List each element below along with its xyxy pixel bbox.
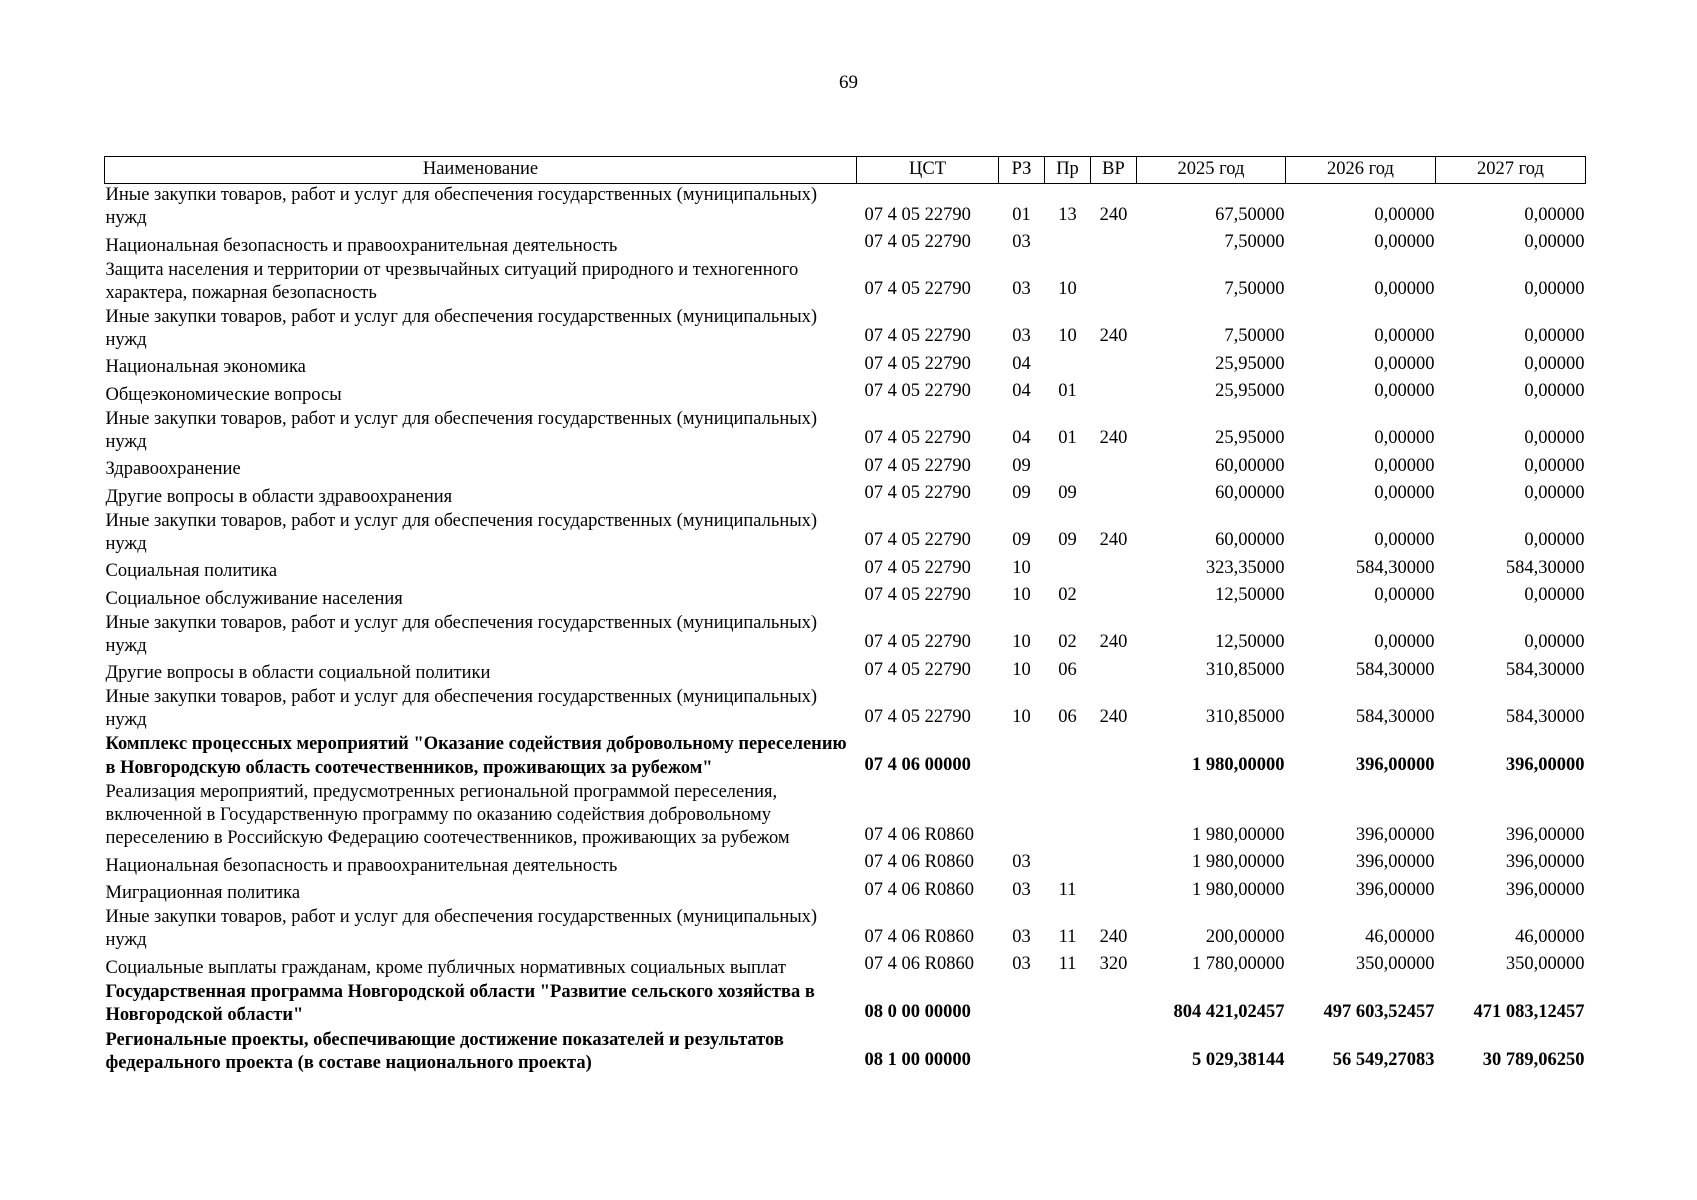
row-name: Государственная программа Новгородской области "Развитие сельского хозяйства в Новгородской области" [105, 981, 815, 1025]
row-2027: 0,00000 [1524, 530, 1585, 550]
row-vr [1091, 231, 1137, 259]
row-2027: 0,00000 [1524, 204, 1585, 225]
row-vr [1091, 455, 1137, 483]
row-rz: 09 [1012, 483, 1031, 503]
table-row [105, 184, 1586, 232]
row-vr [1091, 879, 1137, 907]
row-2027: 0,00000 [1524, 585, 1585, 605]
row-name: Национальная безопасность и правоохранительная деятельность [105, 855, 618, 876]
row-vr [1091, 557, 1137, 585]
row-cst: 07 4 06 R0860 [864, 824, 974, 845]
row-2027: 0,00000 [1524, 455, 1585, 476]
row-cst: 07 4 05 22790 [864, 455, 971, 476]
row-2025: 323,35000 [1205, 557, 1285, 578]
table-body [105, 184, 1586, 1077]
page-number: 69 [839, 72, 858, 93]
header-cst: ЦСТ [857, 157, 999, 184]
table-row [105, 353, 1586, 381]
row-rz: 03 [1012, 852, 1031, 872]
row-name: Иные закупки товаров, работ и услуг для обеспечения государственных (муниципальных) нужд [105, 306, 818, 350]
row-cst: 07 4 05 22790 [864, 381, 971, 401]
table-row [105, 659, 1586, 687]
row-rz: 03 [1012, 232, 1031, 252]
row-2025: 12,50000 [1215, 585, 1285, 605]
row-pr: 09 [1058, 530, 1077, 550]
row-cst: 07 4 05 22790 [864, 557, 971, 578]
table-row [105, 259, 1586, 306]
row-2026: 56 549,27083 [1332, 1050, 1435, 1070]
row-2026: 497 603,52457 [1323, 1002, 1435, 1022]
table-row [105, 380, 1586, 408]
row-vr [1091, 851, 1137, 879]
row-2025: 7,50000 [1224, 326, 1285, 346]
row-2025: 5 029,38144 [1192, 1050, 1285, 1070]
row-pr [1045, 1029, 1091, 1077]
row-2027: 46,00000 [1515, 926, 1585, 947]
row-2027: 0,00000 [1524, 381, 1585, 401]
table-row [105, 612, 1586, 659]
row-rz [999, 1029, 1045, 1077]
row-name: Социальные выплаты гражданам, кроме публичных нормативных социальных выплат [105, 957, 786, 978]
row-cst: 07 4 05 22790 [864, 204, 971, 225]
row-2027: 396,00000 [1505, 879, 1585, 900]
row-pr [1045, 981, 1091, 1029]
row-pr: 01 [1058, 428, 1077, 448]
table-row [105, 584, 1586, 612]
row-rz: 03 [1012, 926, 1031, 947]
header-pr: Пр [1045, 157, 1091, 184]
row-2027: 396,00000 [1505, 852, 1585, 872]
row-2025: 1 980,00000 [1192, 879, 1285, 900]
row-rz: 10 [1012, 706, 1031, 727]
row-2027: 0,00000 [1524, 232, 1585, 252]
row-rz [999, 981, 1045, 1029]
row-2025: 804 421,02457 [1173, 1002, 1285, 1022]
row-vr [1091, 981, 1137, 1029]
row-name: Миграционная политика [105, 883, 301, 903]
row-rz: 10 [1012, 632, 1031, 652]
row-2025: 7,50000 [1224, 279, 1285, 299]
header-2026: 2026 год [1286, 157, 1436, 184]
row-rz: 10 [1012, 585, 1031, 605]
row-cst: 07 4 06 R0860 [864, 954, 974, 974]
row-vr: 240 [1099, 926, 1128, 947]
row-vr [1091, 1029, 1137, 1077]
row-pr: 13 [1058, 204, 1077, 225]
row-cst: 07 4 05 22790 [864, 483, 971, 503]
row-cst: 07 4 05 22790 [864, 530, 971, 550]
row-2026: 396,00000 [1355, 879, 1435, 900]
row-pr [1045, 733, 1091, 781]
table-row [105, 408, 1586, 455]
row-pr: 10 [1058, 279, 1077, 299]
row-2027: 584,30000 [1505, 557, 1585, 578]
row-vr: 240 [1099, 632, 1128, 652]
row-2025: 60,00000 [1215, 530, 1285, 550]
row-2027: 350,00000 [1505, 954, 1585, 974]
row-pr: 02 [1058, 585, 1077, 605]
row-name: Иные закупки товаров, работ и услуг для обеспечения государственных (муниципальных) нужд [105, 687, 818, 730]
row-name: Комплекс процессных мероприятий "Оказание содействия добровольному переселению в Новгородскую область соотечественников, проживающих за рубежом" [105, 734, 847, 778]
row-2026: 0,00000 [1374, 353, 1435, 374]
row-pr: 06 [1058, 659, 1077, 680]
row-name: Здравоохранение [105, 459, 241, 479]
row-name: Другие вопросы в области социальной политики [105, 663, 491, 683]
row-vr: 240 [1099, 204, 1128, 225]
row-2025: 12,50000 [1215, 632, 1285, 652]
row-2025: 25,95000 [1215, 428, 1285, 448]
row-2027: 0,00000 [1524, 632, 1585, 652]
row-vr: 320 [1099, 954, 1128, 974]
row-2025: 310,85000 [1205, 706, 1285, 727]
row-vr: 240 [1099, 428, 1128, 448]
row-2025: 67,50000 [1215, 204, 1285, 225]
table-row [105, 557, 1586, 585]
row-pr: 09 [1058, 483, 1077, 503]
row-rz: 03 [1012, 326, 1031, 346]
row-rz: 03 [1012, 279, 1031, 299]
row-2027: 30 789,06250 [1482, 1050, 1585, 1070]
row-rz [999, 781, 1045, 851]
row-rz: 10 [1012, 659, 1031, 680]
row-name: Иные закупки товаров, работ и услуг для обеспечения государственных (муниципальных) нужд [105, 510, 818, 554]
row-2025: 1 980,00000 [1192, 824, 1285, 845]
row-pr: 11 [1058, 954, 1077, 974]
row-2026: 0,00000 [1374, 381, 1435, 401]
table-row [105, 953, 1586, 981]
table-row [105, 981, 1586, 1029]
row-2026: 584,30000 [1355, 659, 1435, 680]
row-pr: 11 [1058, 879, 1077, 900]
row-rz: 04 [1012, 428, 1031, 448]
row-2026: 0,00000 [1374, 326, 1435, 346]
row-cst: 07 4 05 22790 [864, 632, 971, 652]
row-2027: 0,00000 [1524, 353, 1585, 374]
row-rz: 09 [1012, 530, 1031, 550]
row-2026: 584,30000 [1355, 557, 1435, 578]
row-vr: 240 [1099, 530, 1128, 550]
row-vr [1091, 733, 1137, 781]
row-2025: 60,00000 [1215, 483, 1285, 503]
row-pr [1045, 781, 1091, 851]
row-name: Социальная политика [105, 561, 278, 581]
table-row [105, 733, 1586, 781]
row-vr [1091, 353, 1137, 381]
row-pr: 11 [1058, 926, 1077, 947]
row-vr: 240 [1099, 326, 1128, 346]
table-row [105, 455, 1586, 483]
row-pr: 10 [1058, 326, 1077, 346]
header-2027: 2027 год [1436, 157, 1586, 184]
row-cst: 07 4 05 22790 [864, 585, 971, 605]
row-2025: 310,85000 [1205, 659, 1285, 680]
row-2026: 46,00000 [1365, 926, 1435, 947]
header-2025: 2025 год [1137, 157, 1286, 184]
row-rz [999, 733, 1045, 781]
header-vr: ВР [1091, 157, 1137, 184]
row-2026: 0,00000 [1374, 632, 1435, 652]
row-name: Национальная безопасность и правоохранительная деятельность [105, 235, 618, 256]
table-row [105, 906, 1586, 953]
row-2027: 471 083,12457 [1473, 1002, 1585, 1022]
row-vr: 240 [1099, 706, 1128, 727]
row-rz: 01 [1012, 204, 1031, 225]
row-2026: 0,00000 [1374, 455, 1435, 476]
row-rz: 09 [1012, 455, 1031, 476]
row-2025: 1 980,00000 [1192, 852, 1285, 872]
row-2027: 0,00000 [1524, 428, 1585, 448]
row-cst: 07 4 05 22790 [864, 353, 971, 374]
table-header-row [105, 157, 1586, 184]
row-2025: 7,50000 [1224, 232, 1285, 252]
row-rz: 03 [1012, 879, 1031, 900]
row-pr [1045, 353, 1091, 381]
row-vr [1091, 781, 1137, 851]
row-pr: 01 [1058, 381, 1077, 401]
row-2026: 396,00000 [1355, 754, 1435, 775]
row-vr [1091, 584, 1137, 612]
row-2027: 0,00000 [1524, 326, 1585, 346]
row-2026: 350,00000 [1355, 954, 1435, 974]
row-vr [1091, 482, 1137, 510]
row-name: Защита населения и территории от чрезвычайных ситуаций природного и техногенного характера, пожарная безопасность [105, 259, 799, 303]
row-cst: 07 4 05 22790 [864, 232, 971, 252]
row-name: Иные закупки товаров, работ и услуг для обеспечения государственных (муниципальных) нужд [105, 185, 818, 228]
row-2026: 396,00000 [1355, 852, 1435, 872]
row-2026: 396,00000 [1355, 824, 1435, 845]
header-rz: РЗ [999, 157, 1045, 184]
row-rz: 03 [1012, 954, 1031, 974]
header-name: Наименование [105, 157, 857, 184]
row-2025: 25,95000 [1215, 381, 1285, 401]
row-2026: 0,00000 [1374, 428, 1435, 448]
row-2027: 0,00000 [1524, 279, 1585, 299]
row-2026: 0,00000 [1374, 232, 1435, 252]
row-name: Другие вопросы в области здравоохранения [105, 486, 453, 507]
row-rz: 04 [1012, 353, 1031, 374]
row-cst: 08 0 00 00000 [864, 1002, 971, 1022]
row-2025: 60,00000 [1215, 455, 1285, 476]
table-row [105, 482, 1586, 510]
row-2026: 0,00000 [1374, 279, 1435, 299]
table-row [105, 686, 1586, 733]
row-2025: 200,00000 [1205, 926, 1285, 947]
row-rz: 10 [1012, 557, 1031, 578]
row-vr [1091, 380, 1137, 408]
row-name: Иные закупки товаров, работ и услуг для обеспечения государственных (муниципальных) нужд [105, 408, 818, 452]
row-name: Иные закупки товаров, работ и услуг для обеспечения государственных (муниципальных) нужд [105, 612, 818, 656]
row-vr [1091, 659, 1137, 687]
row-2027: 584,30000 [1505, 659, 1585, 680]
row-2026: 584,30000 [1355, 706, 1435, 727]
row-cst: 07 4 06 R0860 [864, 852, 974, 872]
row-2027: 396,00000 [1505, 754, 1585, 775]
budget-table [104, 156, 1586, 1077]
row-name: Иные закупки товаров, работ и услуг для обеспечения государственных (муниципальных) нужд [105, 907, 818, 950]
row-pr [1045, 231, 1091, 259]
row-cst: 07 4 05 22790 [864, 659, 971, 680]
table-row [105, 231, 1586, 259]
row-name: Реализация мероприятий, предусмотренных региональной программой переселения, включенной в Государственную программу по оказанию содействия добровольному переселению в Российскую Федерацию соотечественников, проживающих за рубежом [105, 782, 790, 848]
row-vr [1091, 259, 1137, 306]
row-2027: 584,30000 [1505, 706, 1585, 727]
row-cst: 07 4 06 R0860 [864, 879, 974, 900]
row-cst: 07 4 06 00000 [864, 754, 971, 775]
table-row [105, 1029, 1586, 1077]
table-row [105, 781, 1586, 851]
row-2026: 0,00000 [1374, 204, 1435, 225]
row-pr [1045, 851, 1091, 879]
table-row [105, 879, 1586, 907]
row-cst: 07 4 06 R0860 [864, 926, 974, 947]
row-pr: 02 [1058, 632, 1077, 652]
table-row [105, 851, 1586, 879]
row-2027: 0,00000 [1524, 483, 1585, 503]
table-row [105, 510, 1586, 557]
row-cst: 07 4 05 22790 [864, 279, 971, 299]
row-name: Национальная экономика [105, 357, 306, 377]
row-2025: 25,95000 [1215, 353, 1285, 374]
row-2025: 1 780,00000 [1192, 954, 1285, 974]
row-name: Общеэкономические вопросы [105, 384, 342, 405]
row-cst: 07 4 05 22790 [864, 428, 971, 448]
row-pr: 06 [1058, 706, 1077, 727]
row-2025: 1 980,00000 [1192, 754, 1285, 775]
row-cst: 07 4 05 22790 [864, 706, 971, 727]
row-name: Социальное обслуживание населения [105, 588, 403, 609]
row-2026: 0,00000 [1374, 530, 1435, 550]
row-pr [1045, 455, 1091, 483]
row-2027: 396,00000 [1505, 824, 1585, 845]
table-row [105, 306, 1586, 353]
row-name: Региональные проекты, обеспечивающие достижение показателей и результатов федерального проекта (в составе национального проекта) [105, 1029, 784, 1073]
row-2026: 0,00000 [1374, 483, 1435, 503]
row-rz: 04 [1012, 381, 1031, 401]
row-2026: 0,00000 [1374, 585, 1435, 605]
row-cst: 07 4 05 22790 [864, 326, 971, 346]
row-pr [1045, 557, 1091, 585]
row-cst: 08 1 00 00000 [864, 1050, 971, 1070]
